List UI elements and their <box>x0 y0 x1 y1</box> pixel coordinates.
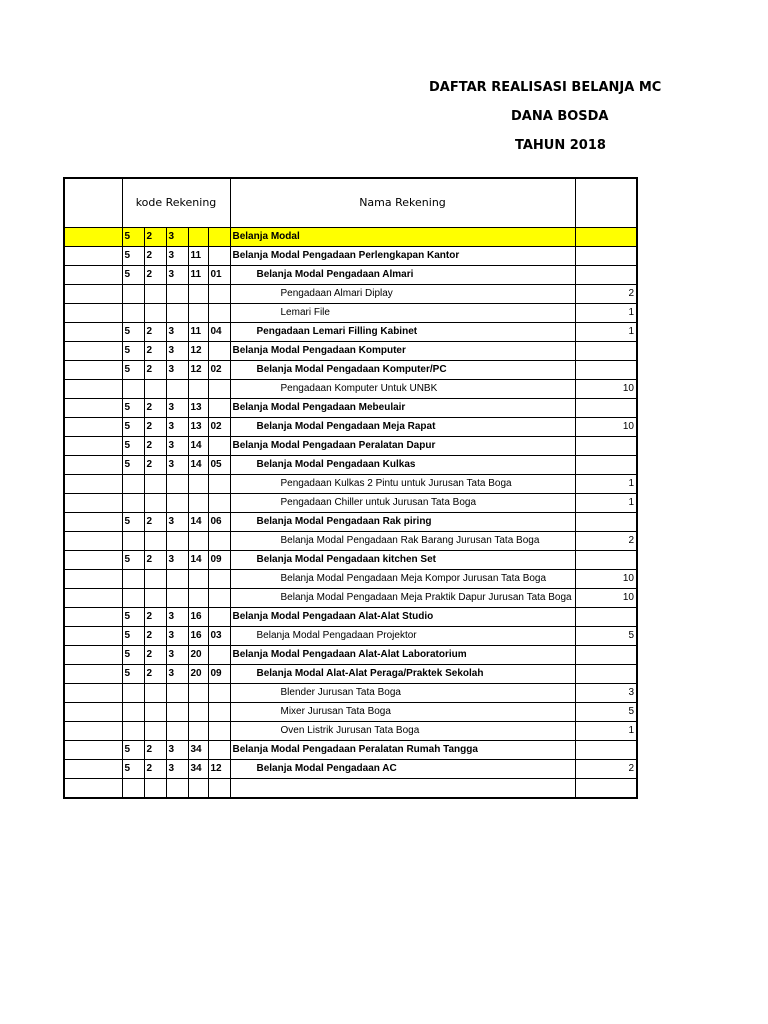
row-blank-cell <box>64 361 122 380</box>
code-cell-c1 <box>122 722 144 741</box>
amount-cell: 10 <box>575 380 637 399</box>
table-row <box>64 589 637 608</box>
code-cell-c1 <box>122 285 144 304</box>
account-name-cell: Belanja Modal Pengadaan Mebeulair <box>230 399 575 418</box>
amount-cell <box>575 513 637 532</box>
code-cell-c2: 2 <box>144 760 166 779</box>
code-cell-c4: 14 <box>188 456 208 475</box>
code-cell-c3 <box>166 532 188 551</box>
account-name-cell: Belanja Modal Pengadaan Meja Kompor Jurusan Tata Boga <box>230 570 575 589</box>
table-row-empty <box>64 779 637 799</box>
amount-cell: 3 <box>575 684 637 703</box>
row-blank-cell <box>64 266 122 285</box>
code-cell-c4 <box>188 285 208 304</box>
row-blank-cell <box>64 551 122 570</box>
code-cell-c4: 16 <box>188 608 208 627</box>
code-cell-c5: 12 <box>208 760 230 779</box>
table-row <box>64 513 637 532</box>
code-cell-c3: 3 <box>166 608 188 627</box>
code-cell-c5: 09 <box>208 665 230 684</box>
code-cell-c5 <box>208 589 230 608</box>
code-cell-c3: 3 <box>166 741 188 760</box>
code-cell-c2 <box>144 703 166 722</box>
code-cell-c2 <box>144 475 166 494</box>
code-cell-c4: 11 <box>188 266 208 285</box>
account-name-cell: Belanja Modal Pengadaan Komputer/PC <box>230 361 575 380</box>
code-cell-c5 <box>208 228 230 247</box>
table-row <box>64 266 637 285</box>
table-row <box>64 627 637 646</box>
code-cell-c3 <box>166 722 188 741</box>
amount-cell <box>575 646 637 665</box>
code-cell-c5 <box>208 285 230 304</box>
code-cell-c1: 5 <box>122 741 144 760</box>
code-cell-c3: 3 <box>166 437 188 456</box>
code-cell-c2: 2 <box>144 513 166 532</box>
empty-cell <box>575 779 637 799</box>
table-row <box>64 323 637 342</box>
code-cell-c5 <box>208 741 230 760</box>
code-cell-c2: 2 <box>144 399 166 418</box>
account-name-cell: Belanja Modal Pengadaan Almari <box>230 266 575 285</box>
code-cell-c2: 2 <box>144 627 166 646</box>
code-cell-c2: 2 <box>144 437 166 456</box>
code-cell-c3: 3 <box>166 266 188 285</box>
table-row <box>64 304 637 323</box>
code-cell-c4 <box>188 380 208 399</box>
table-row <box>64 475 637 494</box>
code-cell-c3: 3 <box>166 760 188 779</box>
row-blank-cell <box>64 513 122 532</box>
row-blank-cell <box>64 760 122 779</box>
code-cell-c2: 2 <box>144 456 166 475</box>
table-header-row <box>64 178 637 228</box>
title-line-2: DANA BOSDA <box>511 109 609 124</box>
code-cell-c2: 2 <box>144 342 166 361</box>
account-name-cell: Belanja Modal Pengadaan Alat-Alat Studio <box>230 608 575 627</box>
table-body <box>64 178 637 798</box>
code-cell-c1: 5 <box>122 646 144 665</box>
code-cell-c1: 5 <box>122 266 144 285</box>
table-row <box>64 760 637 779</box>
code-cell-c2: 2 <box>144 418 166 437</box>
row-blank-cell <box>64 418 122 437</box>
code-cell-c3 <box>166 589 188 608</box>
code-cell-c2: 2 <box>144 361 166 380</box>
header-amount <box>575 178 637 228</box>
account-name-cell: Lemari File <box>230 304 575 323</box>
amount-cell <box>575 228 637 247</box>
row-blank-cell <box>64 247 122 266</box>
code-cell-c3 <box>166 703 188 722</box>
code-cell-c1 <box>122 532 144 551</box>
account-name-cell: Mixer Jurusan Tata Boga <box>230 703 575 722</box>
amount-cell: 1 <box>575 475 637 494</box>
code-cell-c4 <box>188 494 208 513</box>
code-cell-c5 <box>208 570 230 589</box>
code-cell-c4 <box>188 304 208 323</box>
code-cell-c1 <box>122 304 144 323</box>
empty-cell <box>144 779 166 799</box>
row-blank-cell <box>64 722 122 741</box>
amount-cell: 1 <box>575 494 637 513</box>
row-blank-cell <box>64 285 122 304</box>
amount-cell <box>575 608 637 627</box>
amount-cell: 10 <box>575 570 637 589</box>
code-cell-c1 <box>122 475 144 494</box>
code-cell-c5 <box>208 399 230 418</box>
table-row <box>64 646 637 665</box>
code-cell-c3 <box>166 684 188 703</box>
code-cell-c3 <box>166 380 188 399</box>
account-name-cell: Belanja Modal Pengadaan Meja Rapat <box>230 418 575 437</box>
table-row <box>64 399 637 418</box>
code-cell-c3: 3 <box>166 399 188 418</box>
code-cell-c5 <box>208 722 230 741</box>
code-cell-c3 <box>166 304 188 323</box>
account-name-cell: Pengadaan Komputer Untuk UNBK <box>230 380 575 399</box>
code-cell-c1: 5 <box>122 361 144 380</box>
row-blank-cell <box>64 437 122 456</box>
code-cell-c4: 13 <box>188 418 208 437</box>
code-cell-c2 <box>144 285 166 304</box>
amount-cell: 10 <box>575 589 637 608</box>
code-cell-c4: 34 <box>188 741 208 760</box>
row-blank-cell <box>64 323 122 342</box>
code-cell-c3: 3 <box>166 418 188 437</box>
amount-cell: 2 <box>575 285 637 304</box>
code-cell-c4 <box>188 570 208 589</box>
code-cell-c3: 3 <box>166 551 188 570</box>
code-cell-c5 <box>208 703 230 722</box>
code-cell-c2 <box>144 589 166 608</box>
row-blank-cell <box>64 589 122 608</box>
table-row <box>64 665 637 684</box>
code-cell-c4: 14 <box>188 513 208 532</box>
code-cell-c4: 13 <box>188 399 208 418</box>
code-cell-c1: 5 <box>122 418 144 437</box>
code-cell-c1: 5 <box>122 323 144 342</box>
account-name-cell: Pengadaan Kulkas 2 Pintu untuk Jurusan Tata Boga <box>230 475 575 494</box>
code-cell-c3: 3 <box>166 342 188 361</box>
table-row <box>64 456 637 475</box>
code-cell-c3 <box>166 494 188 513</box>
code-cell-c2 <box>144 304 166 323</box>
row-blank-cell <box>64 304 122 323</box>
budget-table <box>63 177 638 799</box>
table-row <box>64 608 637 627</box>
code-cell-c5: 09 <box>208 551 230 570</box>
code-cell-c4: 14 <box>188 551 208 570</box>
row-blank-cell <box>64 646 122 665</box>
code-cell-c3: 3 <box>166 665 188 684</box>
amount-cell <box>575 361 637 380</box>
code-cell-c2: 2 <box>144 266 166 285</box>
amount-cell <box>575 247 637 266</box>
amount-cell: 5 <box>575 703 637 722</box>
code-cell-c2: 2 <box>144 646 166 665</box>
row-blank-cell <box>64 494 122 513</box>
table-row <box>64 494 637 513</box>
code-cell-c1: 5 <box>122 342 144 361</box>
code-cell-c4: 34 <box>188 760 208 779</box>
amount-cell: 1 <box>575 304 637 323</box>
code-cell-c3 <box>166 475 188 494</box>
code-cell-c4: 16 <box>188 627 208 646</box>
amount-cell <box>575 456 637 475</box>
amount-cell <box>575 342 637 361</box>
account-name-cell: Belanja Modal Pengadaan Projektor <box>230 627 575 646</box>
code-cell-c1: 5 <box>122 456 144 475</box>
table-row <box>64 703 637 722</box>
account-name-cell: Pengadaan Lemari Filling Kabinet <box>230 323 575 342</box>
code-cell-c5: 06 <box>208 513 230 532</box>
account-name-cell: Belanja Modal Pengadaan Rak Barang Jurusan Tata Boga <box>230 532 575 551</box>
account-name-cell: Belanja Modal Pengadaan Peralatan Rumah Tangga <box>230 741 575 760</box>
account-name-cell: Blender Jurusan Tata Boga <box>230 684 575 703</box>
row-blank-cell <box>64 228 122 247</box>
code-cell-c1 <box>122 703 144 722</box>
code-cell-c3: 3 <box>166 361 188 380</box>
row-blank-cell <box>64 532 122 551</box>
code-cell-c5 <box>208 475 230 494</box>
code-cell-c4: 11 <box>188 247 208 266</box>
code-cell-c4 <box>188 684 208 703</box>
row-blank-cell <box>64 608 122 627</box>
code-cell-c1 <box>122 684 144 703</box>
code-cell-c1 <box>122 380 144 399</box>
code-cell-c2 <box>144 380 166 399</box>
table-row <box>64 380 637 399</box>
code-cell-c4 <box>188 703 208 722</box>
table-row <box>64 532 637 551</box>
code-cell-c5: 02 <box>208 361 230 380</box>
code-cell-c2 <box>144 684 166 703</box>
account-name-cell: Belanja Modal Alat-Alat Peraga/Praktek Sekolah <box>230 665 575 684</box>
code-cell-c3: 3 <box>166 228 188 247</box>
empty-cell <box>208 779 230 799</box>
code-cell-c4: 20 <box>188 665 208 684</box>
code-cell-c4 <box>188 532 208 551</box>
code-cell-c2: 2 <box>144 551 166 570</box>
table-row <box>64 551 637 570</box>
account-name-cell: Belanja Modal Pengadaan Meja Praktik Dapur Jurusan Tata Boga <box>230 589 575 608</box>
table-row <box>64 285 637 304</box>
code-cell-c3: 3 <box>166 323 188 342</box>
amount-cell <box>575 551 637 570</box>
account-name-cell: Belanja Modal Pengadaan Alat-Alat Laboratorium <box>230 646 575 665</box>
table-row <box>64 418 637 437</box>
amount-cell <box>575 266 637 285</box>
account-name-cell: Belanja Modal Pengadaan Perlengkapan Kantor <box>230 247 575 266</box>
amount-cell: 1 <box>575 323 637 342</box>
code-cell-c5 <box>208 646 230 665</box>
code-cell-c5: 03 <box>208 627 230 646</box>
code-cell-c3 <box>166 285 188 304</box>
table-row <box>64 741 637 760</box>
code-cell-c1: 5 <box>122 513 144 532</box>
code-cell-c1 <box>122 589 144 608</box>
code-cell-c5 <box>208 608 230 627</box>
code-cell-c4 <box>188 475 208 494</box>
code-cell-c4: 14 <box>188 437 208 456</box>
code-cell-c3: 3 <box>166 456 188 475</box>
code-cell-c3: 3 <box>166 627 188 646</box>
empty-cell <box>230 779 575 799</box>
code-cell-c1: 5 <box>122 551 144 570</box>
code-cell-c4 <box>188 722 208 741</box>
account-name-cell: Belanja Modal Pengadaan kitchen Set <box>230 551 575 570</box>
code-cell-c1 <box>122 494 144 513</box>
code-cell-c1: 5 <box>122 665 144 684</box>
code-cell-c3: 3 <box>166 247 188 266</box>
table-row <box>64 570 637 589</box>
title-line-1: DAFTAR REALISASI BELANJA MC <box>429 80 662 95</box>
code-cell-c5 <box>208 494 230 513</box>
code-cell-c2: 2 <box>144 608 166 627</box>
amount-cell: 1 <box>575 722 637 741</box>
code-cell-c5 <box>208 247 230 266</box>
account-name-cell: Belanja Modal Pengadaan Komputer <box>230 342 575 361</box>
empty-cell <box>166 779 188 799</box>
header-blank <box>64 178 122 228</box>
row-blank-cell <box>64 627 122 646</box>
row-blank-cell <box>64 399 122 418</box>
account-name-cell: Belanja Modal Pengadaan Kulkas <box>230 456 575 475</box>
code-cell-c1: 5 <box>122 627 144 646</box>
row-blank-cell <box>64 475 122 494</box>
title-line-3: TAHUN 2018 <box>515 138 606 153</box>
row-blank-cell <box>64 741 122 760</box>
code-cell-c2 <box>144 722 166 741</box>
code-cell-c2: 2 <box>144 665 166 684</box>
code-cell-c5 <box>208 684 230 703</box>
account-name-cell: Belanja Modal <box>230 228 575 247</box>
code-cell-c2: 2 <box>144 323 166 342</box>
row-blank-cell <box>64 342 122 361</box>
code-cell-c5: 04 <box>208 323 230 342</box>
table-row <box>64 684 637 703</box>
code-cell-c3: 3 <box>166 646 188 665</box>
amount-cell: 2 <box>575 532 637 551</box>
code-cell-c3 <box>166 570 188 589</box>
table-row <box>64 247 637 266</box>
code-cell-c4: 20 <box>188 646 208 665</box>
row-blank-cell <box>64 684 122 703</box>
code-cell-c1: 5 <box>122 437 144 456</box>
code-cell-c5: 05 <box>208 456 230 475</box>
code-cell-c1: 5 <box>122 247 144 266</box>
empty-cell <box>188 779 208 799</box>
amount-cell: 5 <box>575 627 637 646</box>
code-cell-c3: 3 <box>166 513 188 532</box>
empty-cell <box>122 779 144 799</box>
code-cell-c5 <box>208 437 230 456</box>
code-cell-c5: 02 <box>208 418 230 437</box>
code-cell-c4: 11 <box>188 323 208 342</box>
table-row <box>64 228 637 247</box>
code-cell-c1 <box>122 570 144 589</box>
account-name-cell: Belanja Modal Pengadaan AC <box>230 760 575 779</box>
amount-cell <box>575 741 637 760</box>
code-cell-c2 <box>144 494 166 513</box>
code-cell-c5: 01 <box>208 266 230 285</box>
table-row <box>64 437 637 456</box>
code-cell-c1: 5 <box>122 760 144 779</box>
table-row <box>64 722 637 741</box>
row-blank-cell <box>64 456 122 475</box>
row-blank-cell <box>64 665 122 684</box>
code-cell-c2: 2 <box>144 247 166 266</box>
code-cell-c5 <box>208 342 230 361</box>
header-nama-rekening: Nama Rekening <box>230 178 575 228</box>
row-blank-cell <box>64 570 122 589</box>
table-row <box>64 361 637 380</box>
account-name-cell: Pengadaan Chiller untuk Jurusan Tata Boga <box>230 494 575 513</box>
code-cell-c5 <box>208 532 230 551</box>
code-cell-c4: 12 <box>188 361 208 380</box>
code-cell-c1: 5 <box>122 608 144 627</box>
code-cell-c2: 2 <box>144 228 166 247</box>
code-cell-c4 <box>188 228 208 247</box>
code-cell-c2 <box>144 570 166 589</box>
code-cell-c2: 2 <box>144 741 166 760</box>
code-cell-c2 <box>144 532 166 551</box>
code-cell-c1: 5 <box>122 228 144 247</box>
amount-cell <box>575 665 637 684</box>
account-name-cell: Belanja Modal Pengadaan Peralatan Dapur <box>230 437 575 456</box>
row-blank-cell <box>64 703 122 722</box>
account-name-cell: Belanja Modal Pengadaan Rak piring <box>230 513 575 532</box>
amount-cell: 2 <box>575 760 637 779</box>
code-cell-c5 <box>208 380 230 399</box>
code-cell-c4: 12 <box>188 342 208 361</box>
code-cell-c4 <box>188 589 208 608</box>
account-name-cell: Pengadaan Almari Diplay <box>230 285 575 304</box>
amount-cell: 10 <box>575 418 637 437</box>
code-cell-c1: 5 <box>122 399 144 418</box>
code-cell-c5 <box>208 304 230 323</box>
header-kode-rekening: kode Rekening <box>122 178 230 228</box>
amount-cell <box>575 399 637 418</box>
account-name-cell: Oven Listrik Jurusan Tata Boga <box>230 722 575 741</box>
amount-cell <box>575 437 637 456</box>
table-row <box>64 342 637 361</box>
empty-cell <box>64 779 122 799</box>
row-blank-cell <box>64 380 122 399</box>
